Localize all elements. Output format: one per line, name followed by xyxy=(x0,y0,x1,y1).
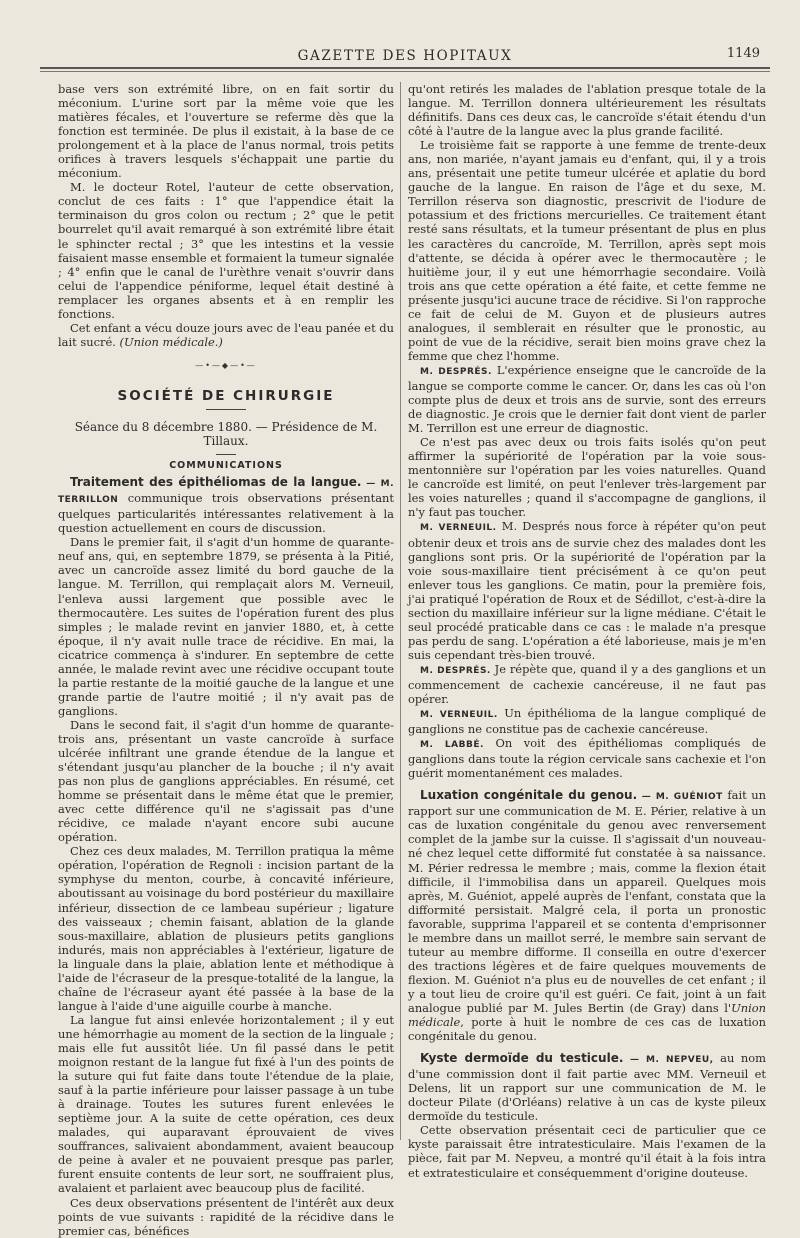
short-rule xyxy=(206,409,246,410)
discussion-paragraph xyxy=(408,662,766,706)
paragraph: Cette observation présentait ceci de particulier que ce kyste paraissait être intratesticulaire. Mais l'examen de la pièce, fait par M. Nepveu, a montré qu'il était à la fois intra et extratesticulaire et conséquemment d'origine douteuse. xyxy=(408,1123,766,1180)
page-number: 1149 xyxy=(726,46,760,61)
communication-title: Traitement des épithéliomas de la langue. xyxy=(70,475,362,490)
paragraph: Chez ces deux malades, M. Terrillon pratiqua la même opération, l'opération de Regnoli : incision partant de la symphyse du menton, courbe, à concavité inférieure, aboutissant au voisinage du bord postérieur du maxillaire inférieur, dissection de ce lambeau supérieur ; ligature des vaisseaux ; chemin faisant, ablation de la glande sous-maxillaire, ablation de plusieurs petits ganglions indurés, mais non appréciables à l'extérieur, ligature de la linguale dans la plaie, ablation lente et méthodique à l'aide de l'écraseur de la presque-totalité de la langue, la chaîne de l'écraseur ayant été passée à la base de la langue à l'aide d'une aiguille courbe à manche. xyxy=(58,844,394,1013)
paragraph-text: Un épithélioma de la langue compliqué de ganglions ne constitue pas de cachexie cancéreuse. xyxy=(408,706,767,737)
speaker-name: — M. TERRILLON xyxy=(58,479,394,506)
discussion-paragraph xyxy=(408,736,766,780)
running-title: GAZETTE DES HOPITAUX xyxy=(297,48,513,64)
speaker-name: M. LABBÉ. xyxy=(420,740,484,751)
section-title: SOCIÉTÉ DE CHIRURGIE xyxy=(117,387,335,404)
paragraph: La langue fut ainsi enlevée horizontalement ; il y eut une hémorrhagie au moment de la section de la linguale ; mais elle fut aussitôt liée. Un fil passé dans le petit moignon restant de la langue fut fixé à l'un des points de la suture qui fut faite dans toute l'étendue de la plaie, sauf à la partie inférieure pour laisser passage à un tube à drainage. Toutes les sutures furent enlevées le septième jour. A la suite de cette opération, ces deux malades, qui auparavant éprouvaient de vives souffrances, salivaient abondamment, avaient beaucoup de peine à avaler et ne pouvaient presque pas parler, furent ensuite contents de leur sort, ne souffraient plus, avalaient et parlaient avec beaucoup plus de facilité. xyxy=(58,1012,394,1196)
subsection-heading: COMMUNICATIONS xyxy=(169,460,283,472)
paragraph-text: Cet enfant a vécu douze jours avec de l'eau panée et du lait sucré. xyxy=(58,320,394,349)
page-header xyxy=(40,40,770,70)
paragraph: Ce n'est pas avec deux ou trois faits isolés qu'on peut affirmer la supériorité de l'opération par la voie sous-mentonnière sur l'opération par les voies naturelles. Quand le cancroïde est limité, on peut l'enlever très-largement par les voies naturelles ; quand il s'accompagne de ganglions, il n'y faut pas toucher. xyxy=(408,435,766,520)
header-rule xyxy=(40,67,770,72)
discussion-paragraph xyxy=(408,519,766,661)
session-line: Séance du 8 décembre 1880. — Présidence de M. Tillaux. xyxy=(74,419,378,449)
ornament-divider: —•—◆—•— xyxy=(195,360,257,370)
paragraph-text: L'expérience enseigne que le cancroïde de la langue se comporte comme le cancer. Or, dans les cas où l'on compte plus de deux et trois ans de survie, sont des erreurs de diagnostic. Je crois que le dernier fait dont vient de parler M. Terrillon est une erreur de diagnostic. xyxy=(408,362,767,436)
source-citation: (Union médicale.) xyxy=(119,334,223,349)
speaker-name: M. VERNEUIL. xyxy=(420,710,498,721)
spacer xyxy=(408,1043,766,1051)
paragraph-text: Je répète que, quand il y a des ganglions et un commencement de cachexie cancéreuse, il ne faut pas opérer. xyxy=(408,661,766,707)
paragraph: Le troisième fait se rapporte à une femme de trente-deux ans, non mariée, n'ayant jamais eu d'enfant, qui, il y a trois ans, présentait une petite tumeur ulcérée et aplatie du bord gauche de la langue. En raison de l'âge et du sexe, M. Terrillon réserva son diagnostic, prescrivit de l'iodure de potassium et des frictions mercurielles. Ce traitement étant resté sans résultats, et la tumeur présentant de plus en plus les caractères du cancroïde, M. Terrillon, après sept mois d'attente, se décida à opérer avec le thermocautère ; le huitième jour, il y eut une hémorrhagie secondaire. Voilà trois ans que cette opération a été faite, et cette femme ne présente jusqu'ici aucune trace de récidive. Si l'on rapproche ce fait de celui de M. Guyon et de plusieurs autres analogues, il semblerait en résulter que le pronostic, au point de vue de la récidive, serait bien moins grave chez la femme que chez l'homme. xyxy=(408,138,766,363)
short-rule xyxy=(216,454,236,455)
communication-paragraph xyxy=(408,788,766,1043)
communication-title: Luxation congénitale du genou. xyxy=(420,788,638,803)
discussion-paragraph xyxy=(408,706,766,736)
speaker-name: M. DESPRÉS. xyxy=(420,665,491,676)
paragraph: qu'ont retirés les malades de l'ablation presque totale de la langue. M. Terrillon donnera ultérieurement les résultats définitifs. Dans ces deux cas, le cancroïde s'était étendu d'un côté à l'autre de la langue avec la plus grande facilité. xyxy=(408,82,766,139)
paragraph: Dans le premier fait, il s'agit d'un homme de quarante-neuf ans, qui, en septembre 1879, se présenta à la Pitié, avec un cancroïde assez limité du bord gauche de la langue. M. Terrillon, qui remplaçait alors M. Verneuil, l'enleva aussi largement que possible avec le thermocautère. Les suites de l'opération furent des plus simples ; le malade revint en janvier 1880, et, à cette époque, il n'y avait nulle trace de récidive. En mai, la cicatrice commença à s'indurer. En septembre de cette année, le malade revint avec une récidive occupant toute la partie restante de la moitié gauche de la langue et une grande partie de l'autre moitié ; il n'y avait pas de ganglions. xyxy=(58,535,394,718)
communication-paragraph xyxy=(408,1051,766,1123)
communication-paragraph xyxy=(58,475,394,535)
speaker-name: — M. NEPVEU, xyxy=(629,1055,714,1066)
paragraph: Dans le second fait, il s'agit d'un homme de quarante-trois ans, présentant un vaste cancroïde à surface ulcérée infiltrant une grande étendue de la langue et s'étendant jusqu'au plancher de la bouche ; il n'y avait pas non plus de ganglions appréciables. En résumé, cet homme se présentait dans le même état que le premier, avec cette différence qu'il ne s'agissait pas d'une récidive, ce malade n'ayant encore subi aucune opération. xyxy=(58,717,394,845)
paragraph xyxy=(58,321,394,349)
paragraph: Ces deux observations présentent de l'intérêt aux deux points de vue suivants : rapidité de la récidive dans le premier cas, bénéfices xyxy=(58,1195,394,1238)
discussion-paragraph xyxy=(408,363,766,435)
column-divider xyxy=(400,82,401,1140)
left-column xyxy=(58,82,394,1238)
paragraph: M. le docteur Rotel, l'auteur de cette observation, conclut de ces faits : 1° que l'appendice était la terminaison du gros colon ou rectum ; 2° que le petit bourrelet qu'il avait remarqué à son extrémité libre était le sphincter rectal ; 3° que les intestins et la vessie faisaient masse ensemble et formaient la tumeur signalée ; 4° enfin que le canal de l'urèthre venait s'ouvrir dans celui de l'appendice péniforme, lequel était destiné à remplacer les organes absents et à en remplir les fonctions. xyxy=(58,180,394,321)
speaker-name: — M. GUÉNIOT xyxy=(641,792,723,803)
paragraph-text: M. Després nous force à répéter qu'on peut obtenir deux et trois ans de survie chez des malades dont les ganglions sont pris. Or la supériorité de l'opération par la voie sous-maxillaire tient précisément à ce qu'on peut enlever tous les ganglions. Ce matin, pour la première fois, j'ai pratiqué l'opération de Roux et de Sédillot, c'est-à-dire la section du maxillaire inférieur sur la ligne médiane. C'était le seul procédé praticable dans ce cas : le malade n'a presque pas perdu de sang. L'opération a été laborieuse, mais je m'en suis cependant très-bien trouvé. xyxy=(408,519,766,662)
paragraph: base vers son extrémité libre, on en fait sortir du méconium. L'urine sort par la même voie que les matières fécales, et l'ouverture se referme dès que la fonction est terminée. De plus il existait, à la base de ce prolongement et à la place de l'anus normal, trois petits orifices à travers lesquels s'échappait une partie du méconium. xyxy=(58,82,394,181)
paragraph-text: , porte à huit le nombre de ces cas de luxation congénitale du genou. xyxy=(408,1015,766,1044)
right-column xyxy=(408,82,766,1180)
speaker-name: M. DESPRÉS. xyxy=(420,366,492,377)
paragraph-text: On voit des épithéliomas compliqués de ganglions dans toute la région cervicale sans cachexie et l'on guérit momentanément ces malades. xyxy=(408,736,766,781)
speaker-name: M. VERNEUIL. xyxy=(420,523,497,534)
paragraph-text: communique trois observations présentant quelques particularités intéressantes relativement à la question actuellement en cours de discussion. xyxy=(58,491,395,536)
paragraph-text: au nom d'une commission dont il fait partie avec MM. Verneuil et Delens, lit un rapport sur une communication de M. le docteur Pilate (d'Orléans) relative à un cas de kyste pileux dermoïde du testicule. xyxy=(408,1051,767,1124)
communication-title: Kyste dermoïde du testicule. xyxy=(420,1051,624,1066)
journal-title: Union médicale xyxy=(408,1001,766,1030)
spacer xyxy=(408,780,766,788)
paragraph-text: fait un rapport sur une communication de M. E. Périer, relative à un cas de luxation congénitale du genou avec renversement complet de la jambe sur la cuisse. Il s'agissait d'un nouveau-né chez lequel cette difformité fut constatée à sa naissance. M. Périer redressa le membre ; mais, comme la flexion était difficile, il l'immobilisa dans un appareil. Quelques mois après, M. Guéniot, appelé auprès de l'enfant, constata que la difformité persistait. Malgré cela, il porta un pronostic favorable, supprima l'appareil et se contenta d'emprisonner le membre dans un maillot serré, le membre sain servant de tuteur au membre difforme. Il conseilla en outre d'exercer des tractions légères et de faire quelques mouvements de flexion. M. Guéniot n'a plus eu de nouvelles de cet enfant ; il y a tout lieu de croire qu'il est guéri. Ce fait, joint à un fait analogue publié par M. Jules Bertin (de Gray) dans l' xyxy=(408,788,767,1015)
